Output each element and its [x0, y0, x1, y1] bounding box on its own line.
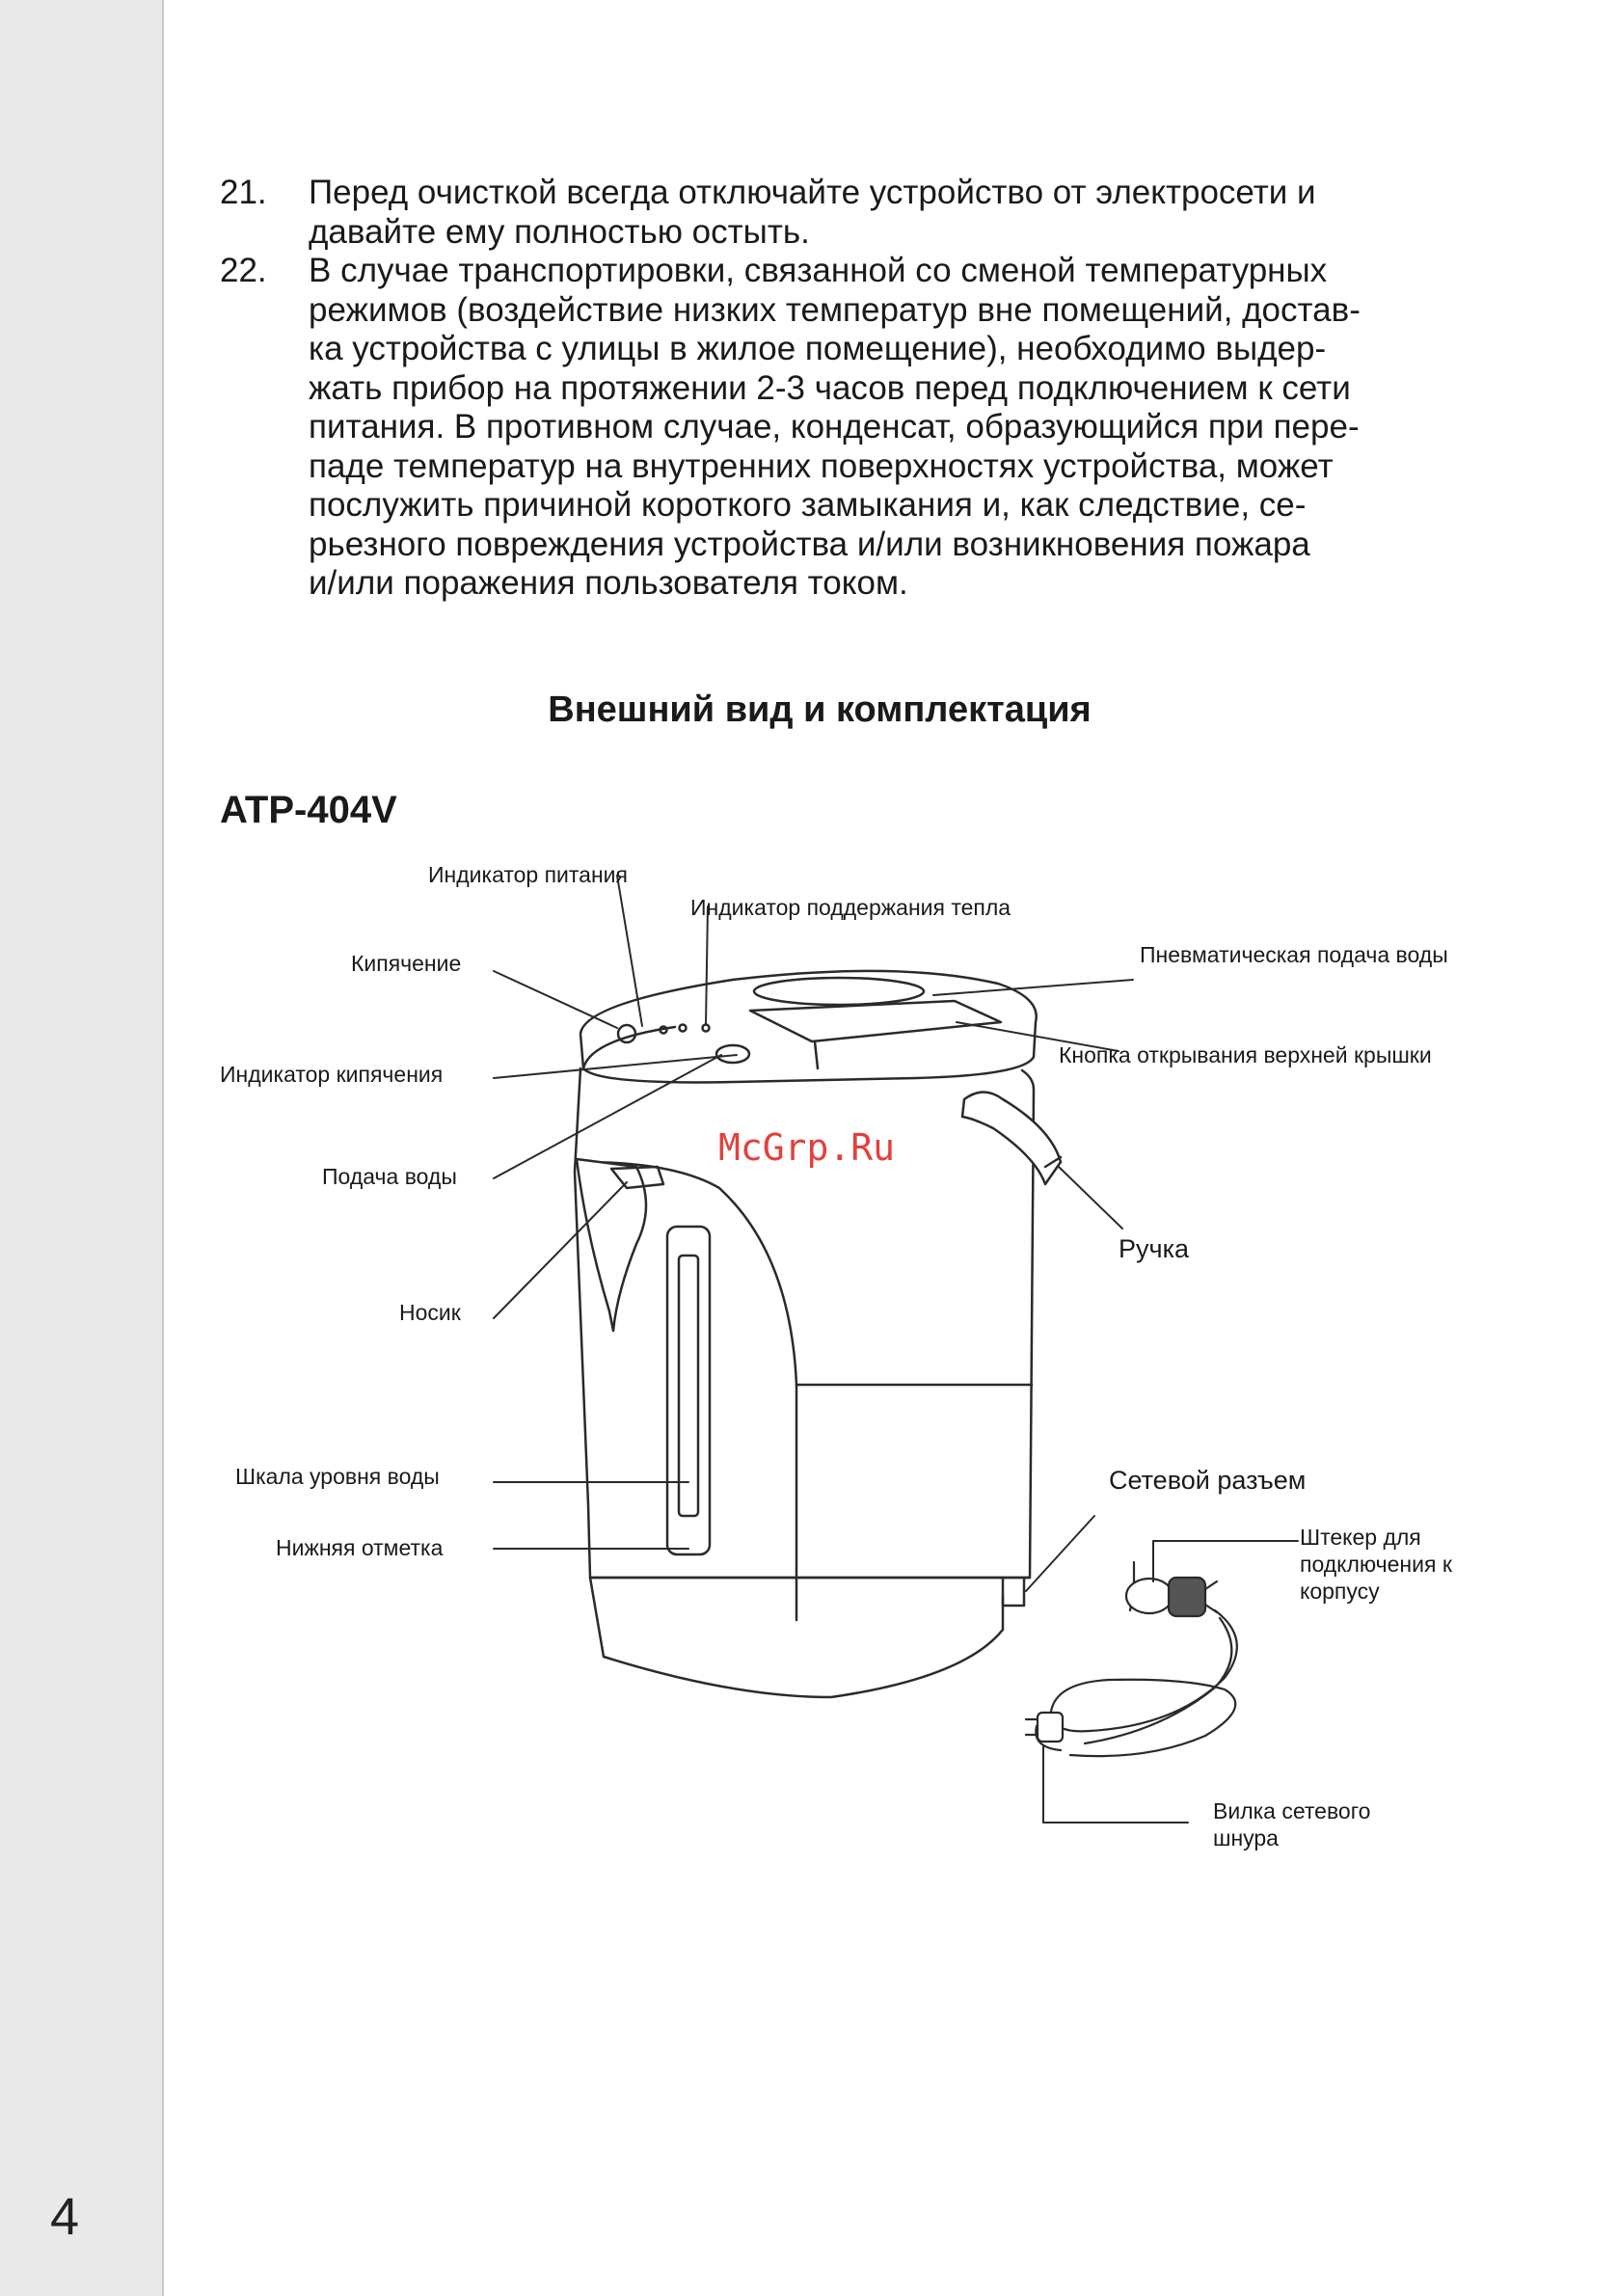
label-body-plug: Штекер для подключения к корпусу [1300, 1525, 1452, 1604]
label-water-level-scale: Шкала уровня воды [235, 1464, 440, 1489]
label-min-mark: Нижняя отметка [276, 1535, 444, 1560]
instruction-text: Перед очисткой всегда отключайте устройство от электросети и давайте ему полностью остыть. [309, 174, 1316, 251]
instruction-text: В случае транспортировки, связанной со сменой температурных режимов (воздействие низких температур вне помещений, достав- ка устройства с улицы в жилое помещение), необходимо выдер- жать прибор на протяжении 2-3 часов перед подключением к сети питания. В противном случае, конденсат, образующийся при пере- паде температур на внутренних поверхностях устройства, может послужить причиной короткого замыкания и, как следствие, се- рьезного повреждения устройства и/или возникновения пожара и/или поражения пользователя током. [309, 252, 1361, 602]
label-handle: Ручка [1119, 1234, 1189, 1263]
watermark: McGrp.Ru [718, 1126, 896, 1169]
label-cord-plug: Вилка сетевого шнура [1213, 1798, 1371, 1850]
cord-drawing [1026, 1562, 1237, 1756]
section-title: Внешний вид и комплектация [548, 689, 1092, 730]
model-title: ATP-404V [220, 789, 397, 831]
page-number: 4 [50, 2188, 80, 2246]
lid-drawing [580, 971, 1037, 1083]
label-power-indicator: Индикатор питания [428, 862, 628, 887]
label-keep-warm-indicator: Индикатор поддержания тепла [690, 895, 1011, 920]
label-power-socket: Сетевой разъем [1109, 1466, 1307, 1495]
label-spout: Носик [399, 1300, 461, 1325]
water-level-window [667, 1227, 710, 1554]
handle-drawing [962, 1093, 1061, 1185]
instruction-number: 22. [220, 252, 267, 289]
instruction-number: 21. [220, 174, 267, 211]
spout-drawing [577, 1159, 663, 1331]
label-boil-indicator: Индикатор кипячения [220, 1062, 444, 1087]
label-boiling: Кипячение [351, 951, 462, 976]
label-water-supply: Подача воды [322, 1164, 457, 1189]
label-lid-open-button: Кнопка открывания верхней крышки [1059, 1042, 1432, 1067]
label-pneumatic-supply: Пневматическая подача воды [1140, 942, 1448, 967]
